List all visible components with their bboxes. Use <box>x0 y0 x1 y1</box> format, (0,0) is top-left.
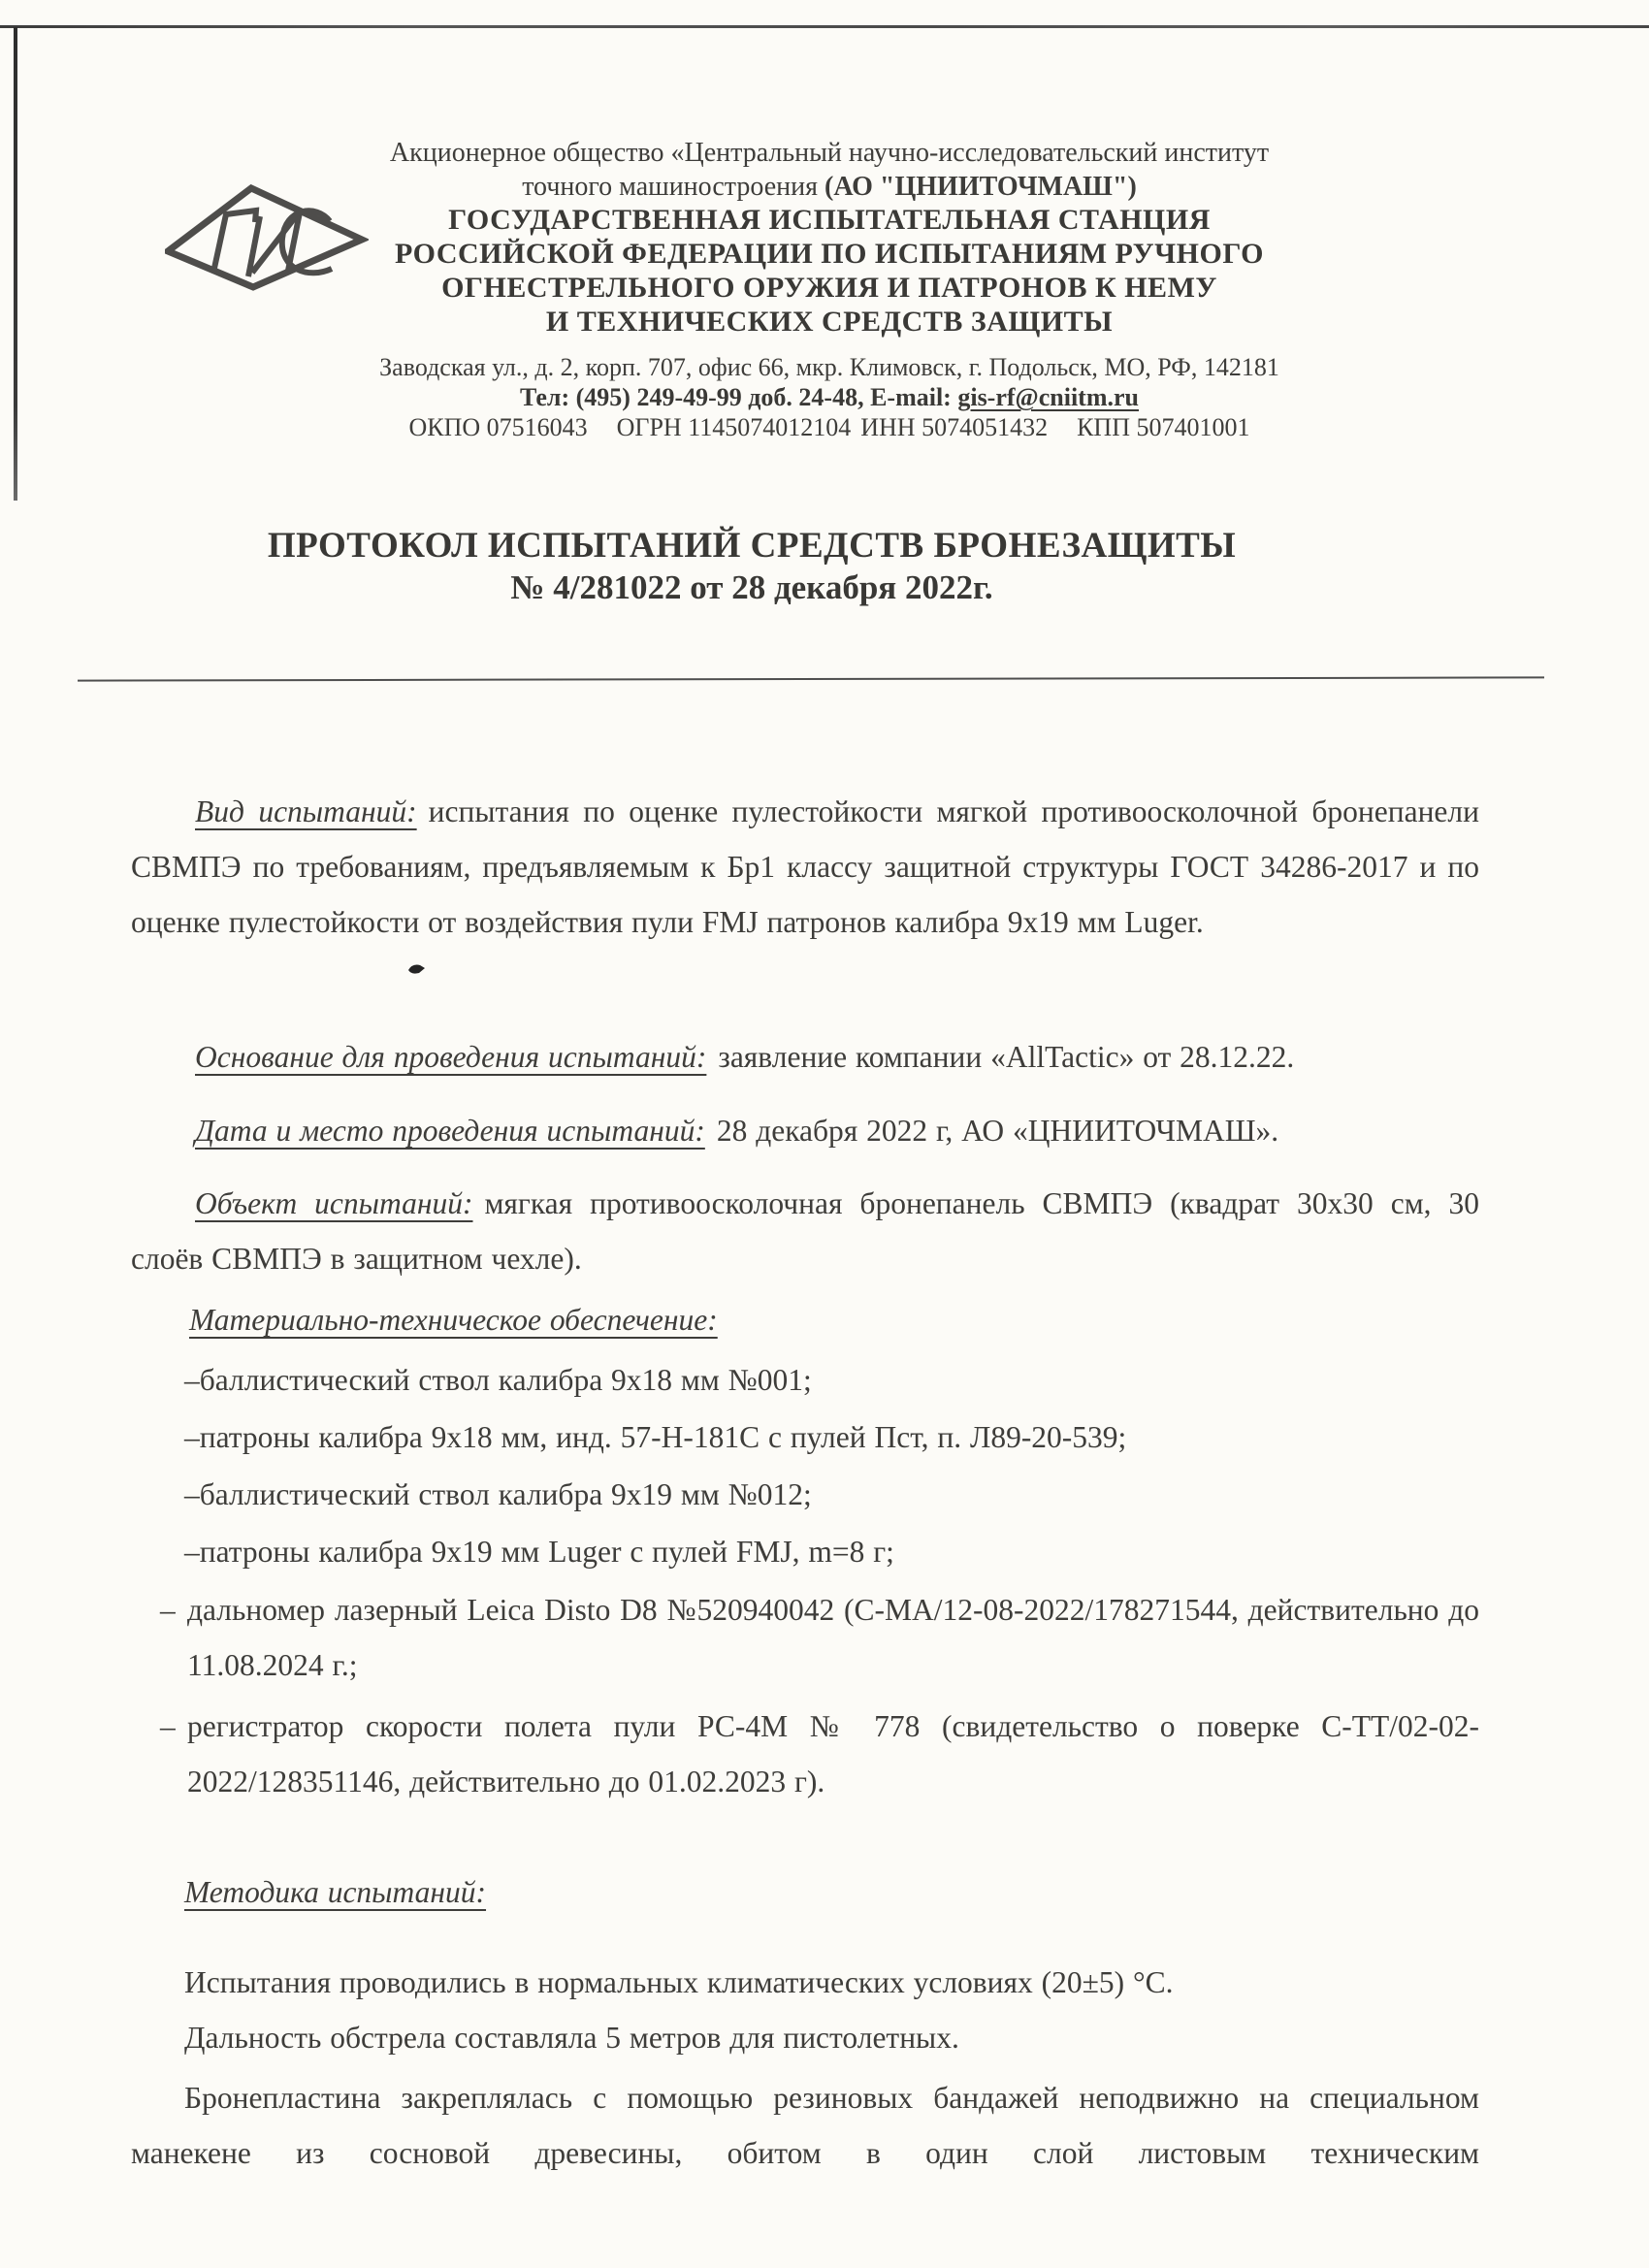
station-title-line1: ГОСУДАРСТВЕННАЯ ИСПЫТАТЕЛЬНАЯ СТАНЦИЯ <box>448 204 1211 236</box>
document-number-date: № 4/281022 от 28 декабря 2022г. <box>510 568 993 606</box>
test-type-text: испытания по оценке пулестойкости мягкой противоосколочной бронепанели СВМПЭ по требованиям, предъявляемым к Бр1 классу защитной структуры ГОСТ 34286-2017 и по оценке пулестойкости от воздействия пули FMJ патронов калибра 9х19 мм Luger. <box>131 794 1479 939</box>
paragraph-test-date-place <box>131 1103 1479 1158</box>
ogrn-code: ОГРН 1145074012104 <box>616 413 852 441</box>
phone-label: Тел: (495) 249-49-99 доб. 24-48, E-mail: <box>520 383 958 411</box>
test-basis-text: заявление компании «AllTactic» от 28.12.22. <box>718 1040 1295 1074</box>
test-method-label: Методика испытаний: <box>184 1875 487 1909</box>
method-paragraph-distance: Дальность обстрела составляла 5 метров для пистолетных. <box>184 2021 959 2055</box>
test-basis-label: Основание для проведения испытаний: <box>195 1040 707 1074</box>
test-date-place-label: Дата и место проведения испытаний: <box>195 1114 705 1148</box>
org-name-line1: Акционерное общество «Центральный научно-исследовательский институт <box>389 138 1270 168</box>
station-title-line4: И ТЕХНИЧЕСКИХ СРЕДСТВ ЗАЩИТЫ <box>545 306 1114 338</box>
org-name-line2 <box>281 171 1377 204</box>
equipment-rangefinder-text: дальномер лазерный Leica Disto D8 №520940042 (С-МА/12-08-2022/178271544, действительно до 11.08.2024 г.; <box>187 1593 1479 1682</box>
org-registry-codes <box>281 412 1377 442</box>
equipment-velocity-recorder-text: регистратор скорости полета пули РС-4М № 778 (свидетельство о поверке С-ТТ/02-02-2022/128351146, действительно до 01.02.2023 г). <box>187 1709 1479 1798</box>
okpo-code: ОКПО 07516043 <box>408 413 588 441</box>
material-support-label: Материально-техническое обеспечение: <box>189 1303 718 1337</box>
section-header-material <box>131 1292 1537 1347</box>
material-item-3: –баллистический ствол калибра 9х19 мм №012; <box>184 1477 812 1511</box>
org-phone-email <box>281 382 1377 412</box>
method-paragraph-conditions: Испытания проводились в нормальных климатических условиях (20±5) °С. <box>184 1965 1174 1999</box>
test-type-label: Вид испытаний: <box>195 794 417 828</box>
material-item-4: –патроны калибра 9х19 мм Luger с пулей FMJ, m=8 г; <box>184 1535 894 1569</box>
paragraph-test-basis <box>131 1029 1479 1085</box>
document-title: ПРОТОКОЛ ИСПЫТАНИЙ СРЕДСТВ БРОНЕЗАЩИТЫ <box>267 526 1237 566</box>
paragraph-test-type <box>131 784 1479 950</box>
station-title-line3: ОГНЕСТРЕЛЬНОГО ОРУЖИЯ И ПАТРОНОВ К НЕМУ <box>441 272 1217 304</box>
org-name-line2-regular: точного машиностроения <box>522 172 824 202</box>
scan-edge-top-line <box>0 25 1649 28</box>
list-dash: – <box>160 1593 176 1627</box>
material-item-2: –патроны калибра 9х18 мм, инд. 57-Н-181С с пулей Пст, п. Л89-20-539; <box>184 1420 1127 1454</box>
scan-edge-left-line <box>14 27 17 501</box>
paragraph-test-object <box>131 1176 1479 1286</box>
list-dash: – <box>160 1709 176 1743</box>
ink-blot-artifact <box>407 962 427 976</box>
equipment-item-velocity-recorder <box>131 1699 1479 1809</box>
test-object-label: Объект испытаний: <box>195 1186 473 1220</box>
org-name-line2-bold: (АО "ЦНИИТОЧМАШ") <box>824 172 1137 202</box>
email-address: gis-rf@cniitm.ru <box>957 383 1139 411</box>
material-item-1: –баллистический ствол калибра 9х18 мм №001; <box>184 1363 812 1397</box>
equipment-item-rangefinder <box>131 1582 1479 1693</box>
inn-code: ИНН 5074051432 <box>860 413 1049 441</box>
method-paragraph-mounting: Бронепластина закреплялась с помощью резиновых бандажей неподвижно на специальном манекене из сосновой древесины, обитом в один слой листовым техническим <box>131 2081 1479 2170</box>
header-divider <box>78 676 1544 681</box>
section-header-method <box>131 1864 1533 1920</box>
station-title-line2: РОССИЙСКОЙ ФЕДЕРАЦИИ ПО ИСПЫТАНИЯМ РУЧНОГО <box>394 238 1265 270</box>
test-date-place-text: 28 декабря 2022 г, АО «ЦНИИТОЧМАШ». <box>716 1114 1279 1148</box>
org-address: Заводская ул., д. 2, корп. 707, офис 66, мкр. Климовск, г. Подольск, МО, РФ, 142181 <box>379 353 1279 381</box>
test-object-text: мягкая противоосколочная бронепанель СВМПЭ (квадрат 30х30 см, 30 слоёв СВМПЭ в защитном чехле). <box>131 1186 1479 1276</box>
kpp-code: КПП 507401001 <box>1077 413 1250 441</box>
